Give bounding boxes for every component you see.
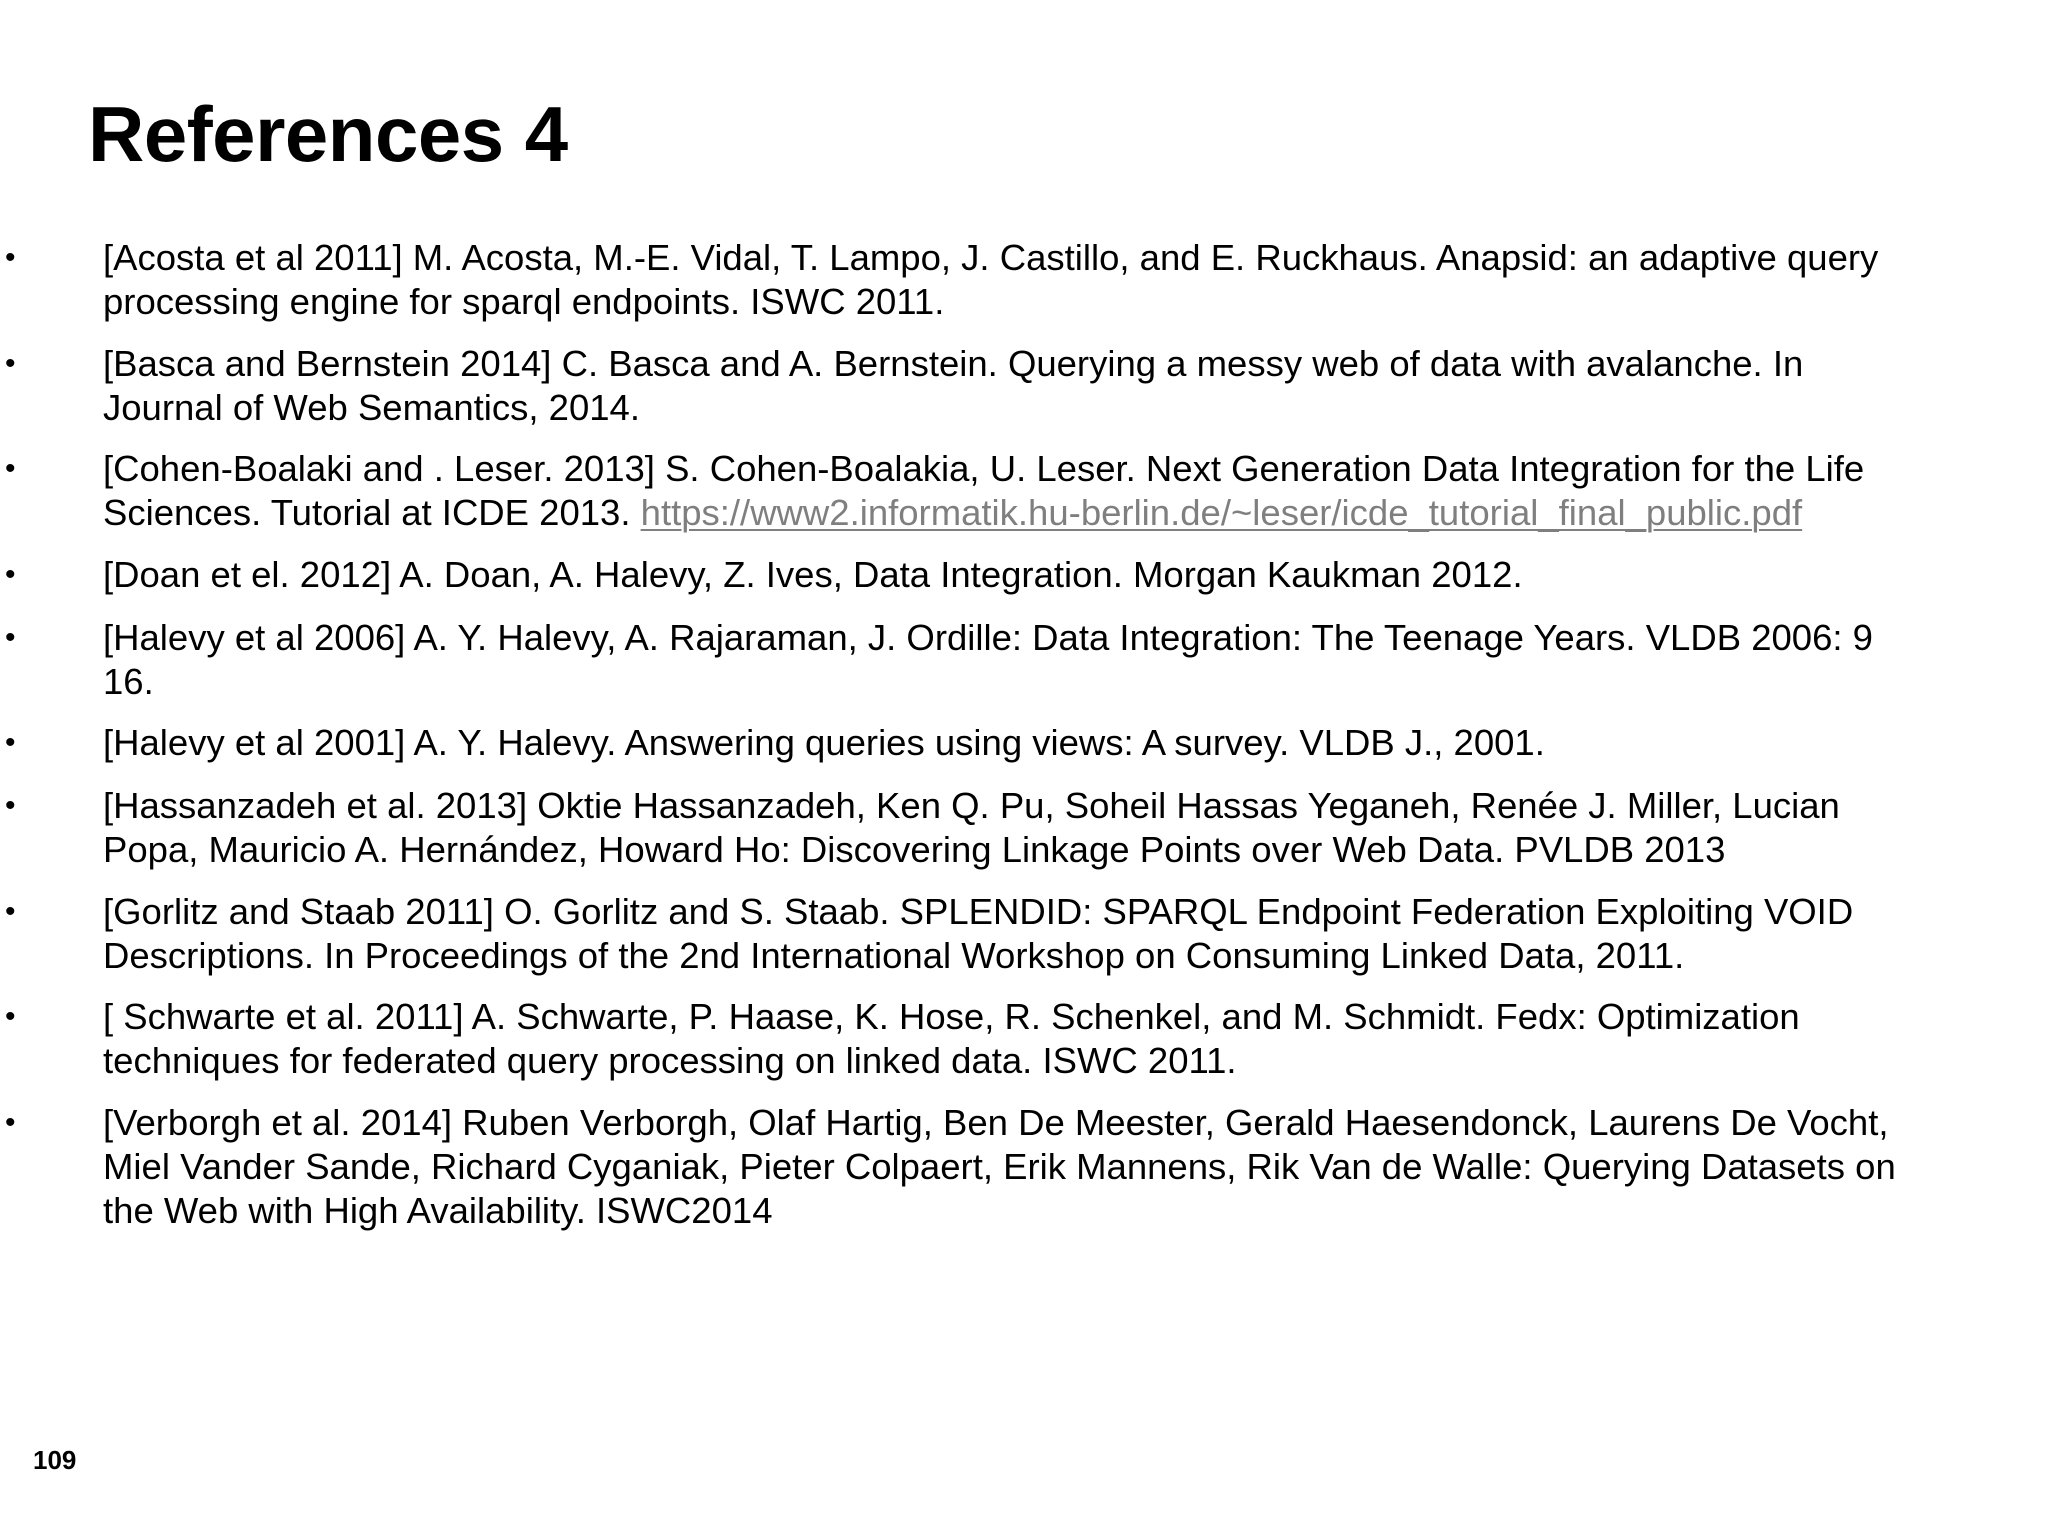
reference-text: [Hassanzadeh et al. 2013] Oktie Hassanzadeh, Ken Q. Pu, Soheil Hassas Yeganeh, Renée J. Miller, Lucian — [103, 785, 1840, 826]
reference-line — [103, 447, 1864, 491]
reference-line — [103, 1145, 1896, 1189]
bullet-icon: • — [5, 1106, 16, 1139]
reference-text: Popa, Mauricio A. Hernández, Howard Ho: Discovering Linkage Points over Web Data. PVLDB 2013 — [103, 829, 1726, 870]
reference-text: techniques for federated query processing on linked data. ISWC 2011. — [103, 1040, 1237, 1081]
reference-text: [Doan et el. 2012] A. Doan, A. Halevy, Z. Ives, Data Integration. Morgan Kaukman 2012. — [103, 554, 1523, 595]
reference-line — [103, 721, 1545, 765]
bullet-icon: • — [5, 621, 16, 654]
reference-line — [103, 934, 1684, 978]
bullet-icon: • — [5, 452, 16, 485]
bullet-icon: • — [5, 1000, 16, 1033]
reference-line — [103, 491, 1802, 535]
reference-line — [103, 236, 1878, 280]
tutorial-pdf-link[interactable]: https://www2.informatik.hu-berlin.de/~leser/icde_tutorial_final_public.pdf — [640, 492, 1803, 533]
reference-text: [Halevy et al 2006] A. Y. Halevy, A. Rajaraman, J. Ordille: Data Integration: The Teenage Years. VLDB 2006: 9 — [103, 617, 1873, 658]
reference-line — [103, 1101, 1889, 1145]
bullet-icon: • — [5, 558, 16, 591]
reference-line — [103, 660, 154, 704]
slide-title: References 4 — [88, 90, 568, 178]
reference-text: [Gorlitz and Staab 2011] O. Gorlitz and S. Staab. SPLENDID: SPARQL Endpoint Federation Exploiting VOID — [103, 891, 1854, 932]
reference-text: processing engine for sparql endpoints. ISWC 2011. — [103, 281, 945, 322]
reference-line — [103, 1039, 1237, 1083]
reference-text: [ Schwarte et al. 2011] A. Schwarte, P. Haase, K. Hose, R. Schenkel, and M. Schmidt. Fedx: Optimization — [103, 996, 1800, 1037]
reference-text: [Cohen-Boalaki and . Leser. 2013] S. Cohen-Boalakia, U. Leser. Next Generation Data Integration for the Life — [103, 448, 1865, 489]
reference-text: 16. — [103, 661, 154, 702]
reference-text: Miel Vander Sande, Richard Cyganiak, Pieter Colpaert, Erik Mannens, Rik Van de Walle: Querying Datasets on — [103, 1146, 1896, 1187]
reference-line — [103, 890, 1853, 934]
reference-line — [103, 1189, 773, 1233]
reference-line — [103, 828, 1725, 872]
reference-text: Descriptions. In Proceedings of the 2nd International Workshop on Consuming Linked Data, 2011. — [103, 935, 1685, 976]
reference-text: the Web with High Availability. ISWC2014 — [103, 1190, 773, 1231]
bullet-icon: • — [5, 726, 16, 759]
bullet-icon: • — [5, 789, 16, 822]
reference-line — [103, 386, 640, 430]
reference-text: [Halevy et al 2001] A. Y. Halevy. Answering queries using views: A survey. VLDB J., 2001. — [103, 722, 1545, 763]
reference-text: [Verborgh et al. 2014] Ruben Verborgh, Olaf Hartig, Ben De Meester, Gerald Haesendonck, Laurens De Vocht, — [103, 1102, 1889, 1143]
reference-text: [Basca and Bernstein 2014] C. Basca and A. Bernstein. Querying a messy web of data with avalanche. In — [103, 343, 1804, 384]
bullet-icon: • — [5, 241, 16, 274]
reference-line — [103, 342, 1803, 386]
reference-line — [103, 553, 1523, 597]
reference-line — [103, 616, 1873, 660]
reference-text: Journal of Web Semantics, 2014. — [103, 387, 640, 428]
reference-line — [103, 995, 1800, 1039]
reference-line — [103, 784, 1840, 828]
reference-text: Sciences. Tutorial at ICDE 2013. — [103, 492, 641, 533]
page-number: 109 — [33, 1445, 77, 1475]
bullet-icon: • — [5, 347, 16, 380]
reference-text: [Acosta et al 2011] M. Acosta, M.-E. Vidal, T. Lampo, J. Castillo, and E. Ruckhaus. Anapsid: an adaptive query — [103, 237, 1879, 278]
reference-line — [103, 280, 944, 324]
bullet-icon: • — [5, 895, 16, 928]
